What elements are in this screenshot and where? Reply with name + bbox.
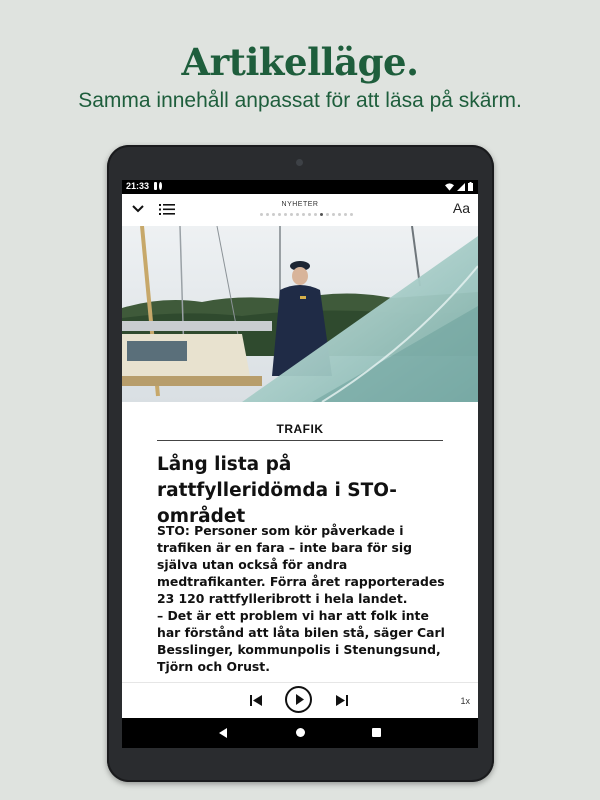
article-app: [122, 194, 478, 748]
recents-icon[interactable]: [372, 728, 381, 737]
sync-icon: [159, 182, 162, 190]
category-divider: [157, 440, 443, 441]
page-dot: [332, 213, 335, 216]
page-dot: [284, 213, 287, 216]
skip-previous-icon[interactable]: [250, 695, 262, 706]
play-icon: [287, 688, 310, 711]
page-dot: [278, 213, 281, 216]
page-dot: [344, 213, 347, 216]
article-headline: Lång lista på rattfylleridömda i STO-området: [157, 454, 397, 527]
article-toolbar: [122, 194, 478, 226]
wifi-icon: [445, 183, 454, 191]
page-dot: [338, 213, 341, 216]
playback-speed[interactable]: 1x: [460, 696, 470, 706]
system-icons: [445, 182, 473, 191]
page-dot: [314, 213, 317, 216]
article-body: [122, 402, 478, 682]
promo-subtitle: Samma innehåll anpassat för att läsa på skärm.: [78, 89, 522, 112]
page-dot: [290, 213, 293, 216]
page-dot: [266, 213, 269, 216]
audio-player: [122, 682, 478, 719]
article-category: TRAFIK: [276, 422, 324, 436]
status-time: 21:33: [126, 181, 150, 191]
chevron-down-icon[interactable]: [131, 202, 145, 216]
page-dot: [320, 213, 323, 216]
article-ingress: STO: Personer som kör påverkade i trafiken är en fara – inte bara för sig själva utan också för andra medtrafikanter. Förra året rapporterades 23 120 rattfylleribrott i hela landet. – Det är ett problem vi har att folk inte har förstånd att låta bilen stå, säger Carl Besslinger, kommunpolis i Stenungsund, Tjörn och Orust.: [157, 523, 445, 674]
notification-icons: [154, 182, 162, 191]
camera-icon: [296, 159, 303, 166]
play-button[interactable]: [285, 686, 312, 713]
font-size-button[interactable]: Aa: [452, 200, 470, 216]
back-icon[interactable]: [218, 728, 228, 738]
page-dot: [326, 213, 329, 216]
android-nav-bar: [122, 718, 478, 748]
list-icon[interactable]: [159, 203, 175, 216]
hero-image: [122, 226, 478, 402]
status-bar: [122, 180, 478, 194]
promo-title: Artikelläge.: [181, 40, 419, 84]
signal-icon: [457, 183, 465, 191]
page-indicator: [260, 213, 353, 216]
sim-icon: [154, 182, 157, 190]
page-dot: [308, 213, 311, 216]
home-icon[interactable]: [296, 728, 305, 737]
page-dot: [260, 213, 263, 216]
section-label: NYHETER: [281, 201, 319, 208]
page-dot: [296, 213, 299, 216]
tablet-screen: [122, 180, 478, 748]
page-dot: [350, 213, 353, 216]
page-dot: [302, 213, 305, 216]
page-dot: [272, 213, 275, 216]
battery-icon: [468, 182, 473, 191]
skip-next-icon[interactable]: [336, 695, 348, 706]
